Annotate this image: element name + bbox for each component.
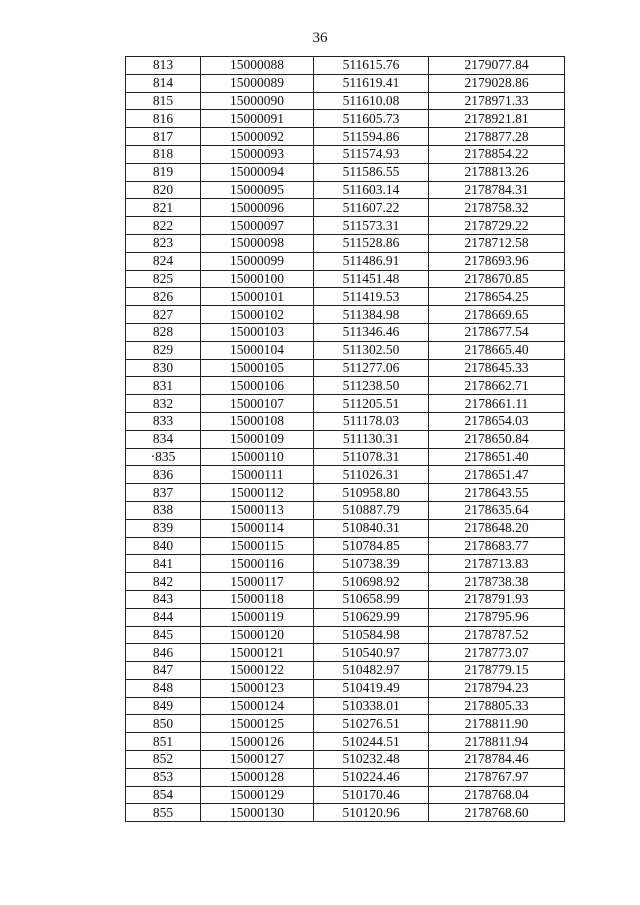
point-number-cell: 823	[126, 234, 201, 252]
point-number-cell: 841	[126, 555, 201, 573]
table-row	[126, 430, 565, 448]
point-number-cell: 818	[126, 145, 201, 163]
y-coordinate-cell: 2178738.38	[429, 573, 565, 591]
table-row	[126, 181, 565, 199]
point-id-cell: 15000090	[201, 92, 314, 110]
point-number-cell: 840	[126, 537, 201, 555]
point-id-cell: 15000097	[201, 217, 314, 235]
x-coordinate-cell: 511205.51	[314, 395, 429, 413]
y-coordinate-cell: 2178683.77	[429, 537, 565, 555]
table-row	[126, 145, 565, 163]
x-coordinate-cell: 510170.46	[314, 786, 429, 804]
point-id-cell: 15000119	[201, 608, 314, 626]
point-number-cell: 832	[126, 395, 201, 413]
y-coordinate-cell: 2178670.85	[429, 270, 565, 288]
point-id-cell: 15000127	[201, 751, 314, 769]
point-id-cell: 15000092	[201, 128, 314, 146]
x-coordinate-cell: 511619.41	[314, 74, 429, 92]
point-id-cell: 15000116	[201, 555, 314, 573]
point-number-cell: 855	[126, 804, 201, 822]
y-coordinate-cell: 2178665.40	[429, 341, 565, 359]
table-row	[126, 573, 565, 591]
x-coordinate-cell: 511451.48	[314, 270, 429, 288]
y-coordinate-cell: 2178669.65	[429, 306, 565, 324]
point-number-cell: 833	[126, 412, 201, 430]
table-row	[126, 590, 565, 608]
x-coordinate-cell: 511615.76	[314, 57, 429, 75]
y-coordinate-cell: 2178758.32	[429, 199, 565, 217]
point-number-cell: 827	[126, 306, 201, 324]
point-id-cell: 15000098	[201, 234, 314, 252]
table-row	[126, 768, 565, 786]
x-coordinate-cell: 510698.92	[314, 573, 429, 591]
point-number-cell: 834	[126, 430, 201, 448]
y-coordinate-cell: 2178651.40	[429, 448, 565, 466]
x-coordinate-cell: 511594.86	[314, 128, 429, 146]
point-number-cell: 821	[126, 199, 201, 217]
table-row	[126, 626, 565, 644]
x-coordinate-cell: 511238.50	[314, 377, 429, 395]
y-coordinate-cell: 2178662.71	[429, 377, 565, 395]
table-row	[126, 697, 565, 715]
table-row	[126, 715, 565, 733]
point-number-cell: 843	[126, 590, 201, 608]
point-number-cell: 819	[126, 163, 201, 181]
x-coordinate-cell: 511603.14	[314, 181, 429, 199]
table-row	[126, 110, 565, 128]
point-number-cell: 830	[126, 359, 201, 377]
x-coordinate-cell: 510658.99	[314, 590, 429, 608]
x-coordinate-cell: 510784.85	[314, 537, 429, 555]
y-coordinate-cell: 2178768.04	[429, 786, 565, 804]
y-coordinate-cell: 2178921.81	[429, 110, 565, 128]
x-coordinate-cell: 510584.98	[314, 626, 429, 644]
point-id-cell: 15000124	[201, 697, 314, 715]
point-id-cell: 15000120	[201, 626, 314, 644]
y-coordinate-cell: 2178729.22	[429, 217, 565, 235]
x-coordinate-cell: 511528.86	[314, 234, 429, 252]
point-number-cell: 848	[126, 679, 201, 697]
point-id-cell: 15000111	[201, 466, 314, 484]
x-coordinate-cell: 511610.08	[314, 92, 429, 110]
point-id-cell: 15000114	[201, 519, 314, 537]
table-row	[126, 679, 565, 697]
point-number-cell: 850	[126, 715, 201, 733]
point-id-cell: 15000091	[201, 110, 314, 128]
point-number-cell: 816	[126, 110, 201, 128]
y-coordinate-cell: 2178648.20	[429, 519, 565, 537]
point-id-cell: 15000113	[201, 501, 314, 519]
table-row	[126, 217, 565, 235]
y-coordinate-cell: 2178713.83	[429, 555, 565, 573]
y-coordinate-cell: 2178773.07	[429, 644, 565, 662]
table-row	[126, 270, 565, 288]
point-number-cell: ·835	[126, 448, 201, 466]
x-coordinate-cell: 510244.51	[314, 733, 429, 751]
point-number-cell: 813	[126, 57, 201, 75]
point-id-cell: 15000107	[201, 395, 314, 413]
table-row	[126, 448, 565, 466]
y-coordinate-cell: 2178811.94	[429, 733, 565, 751]
x-coordinate-cell: 511130.31	[314, 430, 429, 448]
table-row	[126, 74, 565, 92]
point-id-cell: 15000088	[201, 57, 314, 75]
point-number-cell: 853	[126, 768, 201, 786]
point-number-cell: 814	[126, 74, 201, 92]
point-id-cell: 15000104	[201, 341, 314, 359]
x-coordinate-cell: 510276.51	[314, 715, 429, 733]
y-coordinate-cell: 2178650.84	[429, 430, 565, 448]
y-coordinate-cell: 2178813.26	[429, 163, 565, 181]
table-row	[126, 555, 565, 573]
point-id-cell: 15000121	[201, 644, 314, 662]
point-number-cell: 854	[126, 786, 201, 804]
point-id-cell: 15000089	[201, 74, 314, 92]
table-row	[126, 288, 565, 306]
table-row	[126, 341, 565, 359]
table-row	[126, 252, 565, 270]
point-number-cell: 815	[126, 92, 201, 110]
y-coordinate-cell: 2178643.55	[429, 484, 565, 502]
point-number-cell: 837	[126, 484, 201, 502]
point-id-cell: 15000122	[201, 662, 314, 680]
point-number-cell: 822	[126, 217, 201, 235]
x-coordinate-cell: 510840.31	[314, 519, 429, 537]
point-id-cell: 15000106	[201, 377, 314, 395]
x-coordinate-cell: 511586.55	[314, 163, 429, 181]
table-row	[126, 377, 565, 395]
table-row	[126, 662, 565, 680]
table-row	[126, 128, 565, 146]
x-coordinate-cell: 511078.31	[314, 448, 429, 466]
x-coordinate-cell: 511178.03	[314, 412, 429, 430]
point-id-cell: 15000105	[201, 359, 314, 377]
point-number-cell: 831	[126, 377, 201, 395]
table-row	[126, 92, 565, 110]
point-id-cell: 15000099	[201, 252, 314, 270]
point-id-cell: 15000096	[201, 199, 314, 217]
y-coordinate-cell: 2178971.33	[429, 92, 565, 110]
point-id-cell: 15000112	[201, 484, 314, 502]
y-coordinate-cell: 2178794.23	[429, 679, 565, 697]
table-row	[126, 786, 565, 804]
y-coordinate-cell: 2178784.31	[429, 181, 565, 199]
y-coordinate-cell: 2178791.93	[429, 590, 565, 608]
table-row	[126, 395, 565, 413]
x-coordinate-cell: 511026.31	[314, 466, 429, 484]
point-number-cell: 847	[126, 662, 201, 680]
point-id-cell: 15000130	[201, 804, 314, 822]
x-coordinate-cell: 510887.79	[314, 501, 429, 519]
y-coordinate-cell: 2178768.60	[429, 804, 565, 822]
x-coordinate-cell: 511607.22	[314, 199, 429, 217]
table-row	[126, 199, 565, 217]
y-coordinate-cell: 2178661.11	[429, 395, 565, 413]
table-row	[126, 57, 565, 75]
point-number-cell: 849	[126, 697, 201, 715]
point-id-cell: 15000102	[201, 306, 314, 324]
point-id-cell: 15000123	[201, 679, 314, 697]
point-number-cell: 846	[126, 644, 201, 662]
point-number-cell: 838	[126, 501, 201, 519]
x-coordinate-cell: 511573.31	[314, 217, 429, 235]
x-coordinate-cell: 510958.80	[314, 484, 429, 502]
point-number-cell: 829	[126, 341, 201, 359]
table-row	[126, 608, 565, 626]
y-coordinate-cell: 2178712.58	[429, 234, 565, 252]
point-number-cell: 828	[126, 323, 201, 341]
y-coordinate-cell: 2178654.25	[429, 288, 565, 306]
y-coordinate-cell: 2178805.33	[429, 697, 565, 715]
point-id-cell: 15000109	[201, 430, 314, 448]
point-id-cell: 15000093	[201, 145, 314, 163]
point-number-cell: 836	[126, 466, 201, 484]
y-coordinate-cell: 2178795.96	[429, 608, 565, 626]
table-row	[126, 484, 565, 502]
point-number-cell: 844	[126, 608, 201, 626]
y-coordinate-cell: 2178854.22	[429, 145, 565, 163]
y-coordinate-cell: 2179028.86	[429, 74, 565, 92]
x-coordinate-cell: 511302.50	[314, 341, 429, 359]
y-coordinate-cell: 2179077.84	[429, 57, 565, 75]
y-coordinate-cell: 2178645.33	[429, 359, 565, 377]
table-row	[126, 644, 565, 662]
point-number-cell: 826	[126, 288, 201, 306]
x-coordinate-cell: 510232.48	[314, 751, 429, 769]
point-number-cell: 842	[126, 573, 201, 591]
table-row	[126, 359, 565, 377]
point-number-cell: 839	[126, 519, 201, 537]
point-number-cell: 824	[126, 252, 201, 270]
y-coordinate-cell: 2178877.28	[429, 128, 565, 146]
point-id-cell: 15000128	[201, 768, 314, 786]
table-row	[126, 466, 565, 484]
x-coordinate-cell: 511277.06	[314, 359, 429, 377]
x-coordinate-cell: 510120.96	[314, 804, 429, 822]
table-row	[126, 804, 565, 822]
x-coordinate-cell: 511605.73	[314, 110, 429, 128]
x-coordinate-cell: 510540.97	[314, 644, 429, 662]
point-id-cell: 15000118	[201, 590, 314, 608]
x-coordinate-cell: 511419.53	[314, 288, 429, 306]
table-row	[126, 163, 565, 181]
page-number: 36	[312, 30, 328, 46]
y-coordinate-cell: 2178635.64	[429, 501, 565, 519]
point-id-cell: 15000110	[201, 448, 314, 466]
table-row	[126, 751, 565, 769]
y-coordinate-cell: 2178767.97	[429, 768, 565, 786]
point-id-cell: 15000094	[201, 163, 314, 181]
point-number-cell: 817	[126, 128, 201, 146]
x-coordinate-cell: 510419.49	[314, 679, 429, 697]
table-row	[126, 234, 565, 252]
y-coordinate-cell: 2178677.54	[429, 323, 565, 341]
point-id-cell: 15000108	[201, 412, 314, 430]
table-row	[126, 501, 565, 519]
coordinates-table	[125, 56, 565, 822]
table-row	[126, 412, 565, 430]
y-coordinate-cell: 2178654.03	[429, 412, 565, 430]
x-coordinate-cell: 511384.98	[314, 306, 429, 324]
x-coordinate-cell: 511346.46	[314, 323, 429, 341]
point-number-cell: 820	[126, 181, 201, 199]
table-row	[126, 519, 565, 537]
y-coordinate-cell: 2178787.52	[429, 626, 565, 644]
table-row	[126, 733, 565, 751]
point-number-cell: 851	[126, 733, 201, 751]
point-number-cell: 825	[126, 270, 201, 288]
x-coordinate-cell: 510338.01	[314, 697, 429, 715]
point-id-cell: 15000117	[201, 573, 314, 591]
table-row	[126, 306, 565, 324]
y-coordinate-cell: 2178693.96	[429, 252, 565, 270]
table-row	[126, 323, 565, 341]
point-id-cell: 15000101	[201, 288, 314, 306]
point-number-cell: 852	[126, 751, 201, 769]
x-coordinate-cell: 510738.39	[314, 555, 429, 573]
point-id-cell: 15000126	[201, 733, 314, 751]
x-coordinate-cell: 510629.99	[314, 608, 429, 626]
x-coordinate-cell: 511574.93	[314, 145, 429, 163]
point-id-cell: 15000129	[201, 786, 314, 804]
table-row	[126, 537, 565, 555]
point-id-cell: 15000095	[201, 181, 314, 199]
coordinates-table-body	[126, 57, 565, 822]
point-id-cell: 15000115	[201, 537, 314, 555]
y-coordinate-cell: 2178651.47	[429, 466, 565, 484]
y-coordinate-cell: 2178779.15	[429, 662, 565, 680]
point-number-cell: 845	[126, 626, 201, 644]
point-id-cell: 15000100	[201, 270, 314, 288]
point-id-cell: 15000103	[201, 323, 314, 341]
y-coordinate-cell: 2178784.46	[429, 751, 565, 769]
y-coordinate-cell: 2178811.90	[429, 715, 565, 733]
x-coordinate-cell: 510482.97	[314, 662, 429, 680]
x-coordinate-cell: 510224.46	[314, 768, 429, 786]
x-coordinate-cell: 511486.91	[314, 252, 429, 270]
point-id-cell: 15000125	[201, 715, 314, 733]
